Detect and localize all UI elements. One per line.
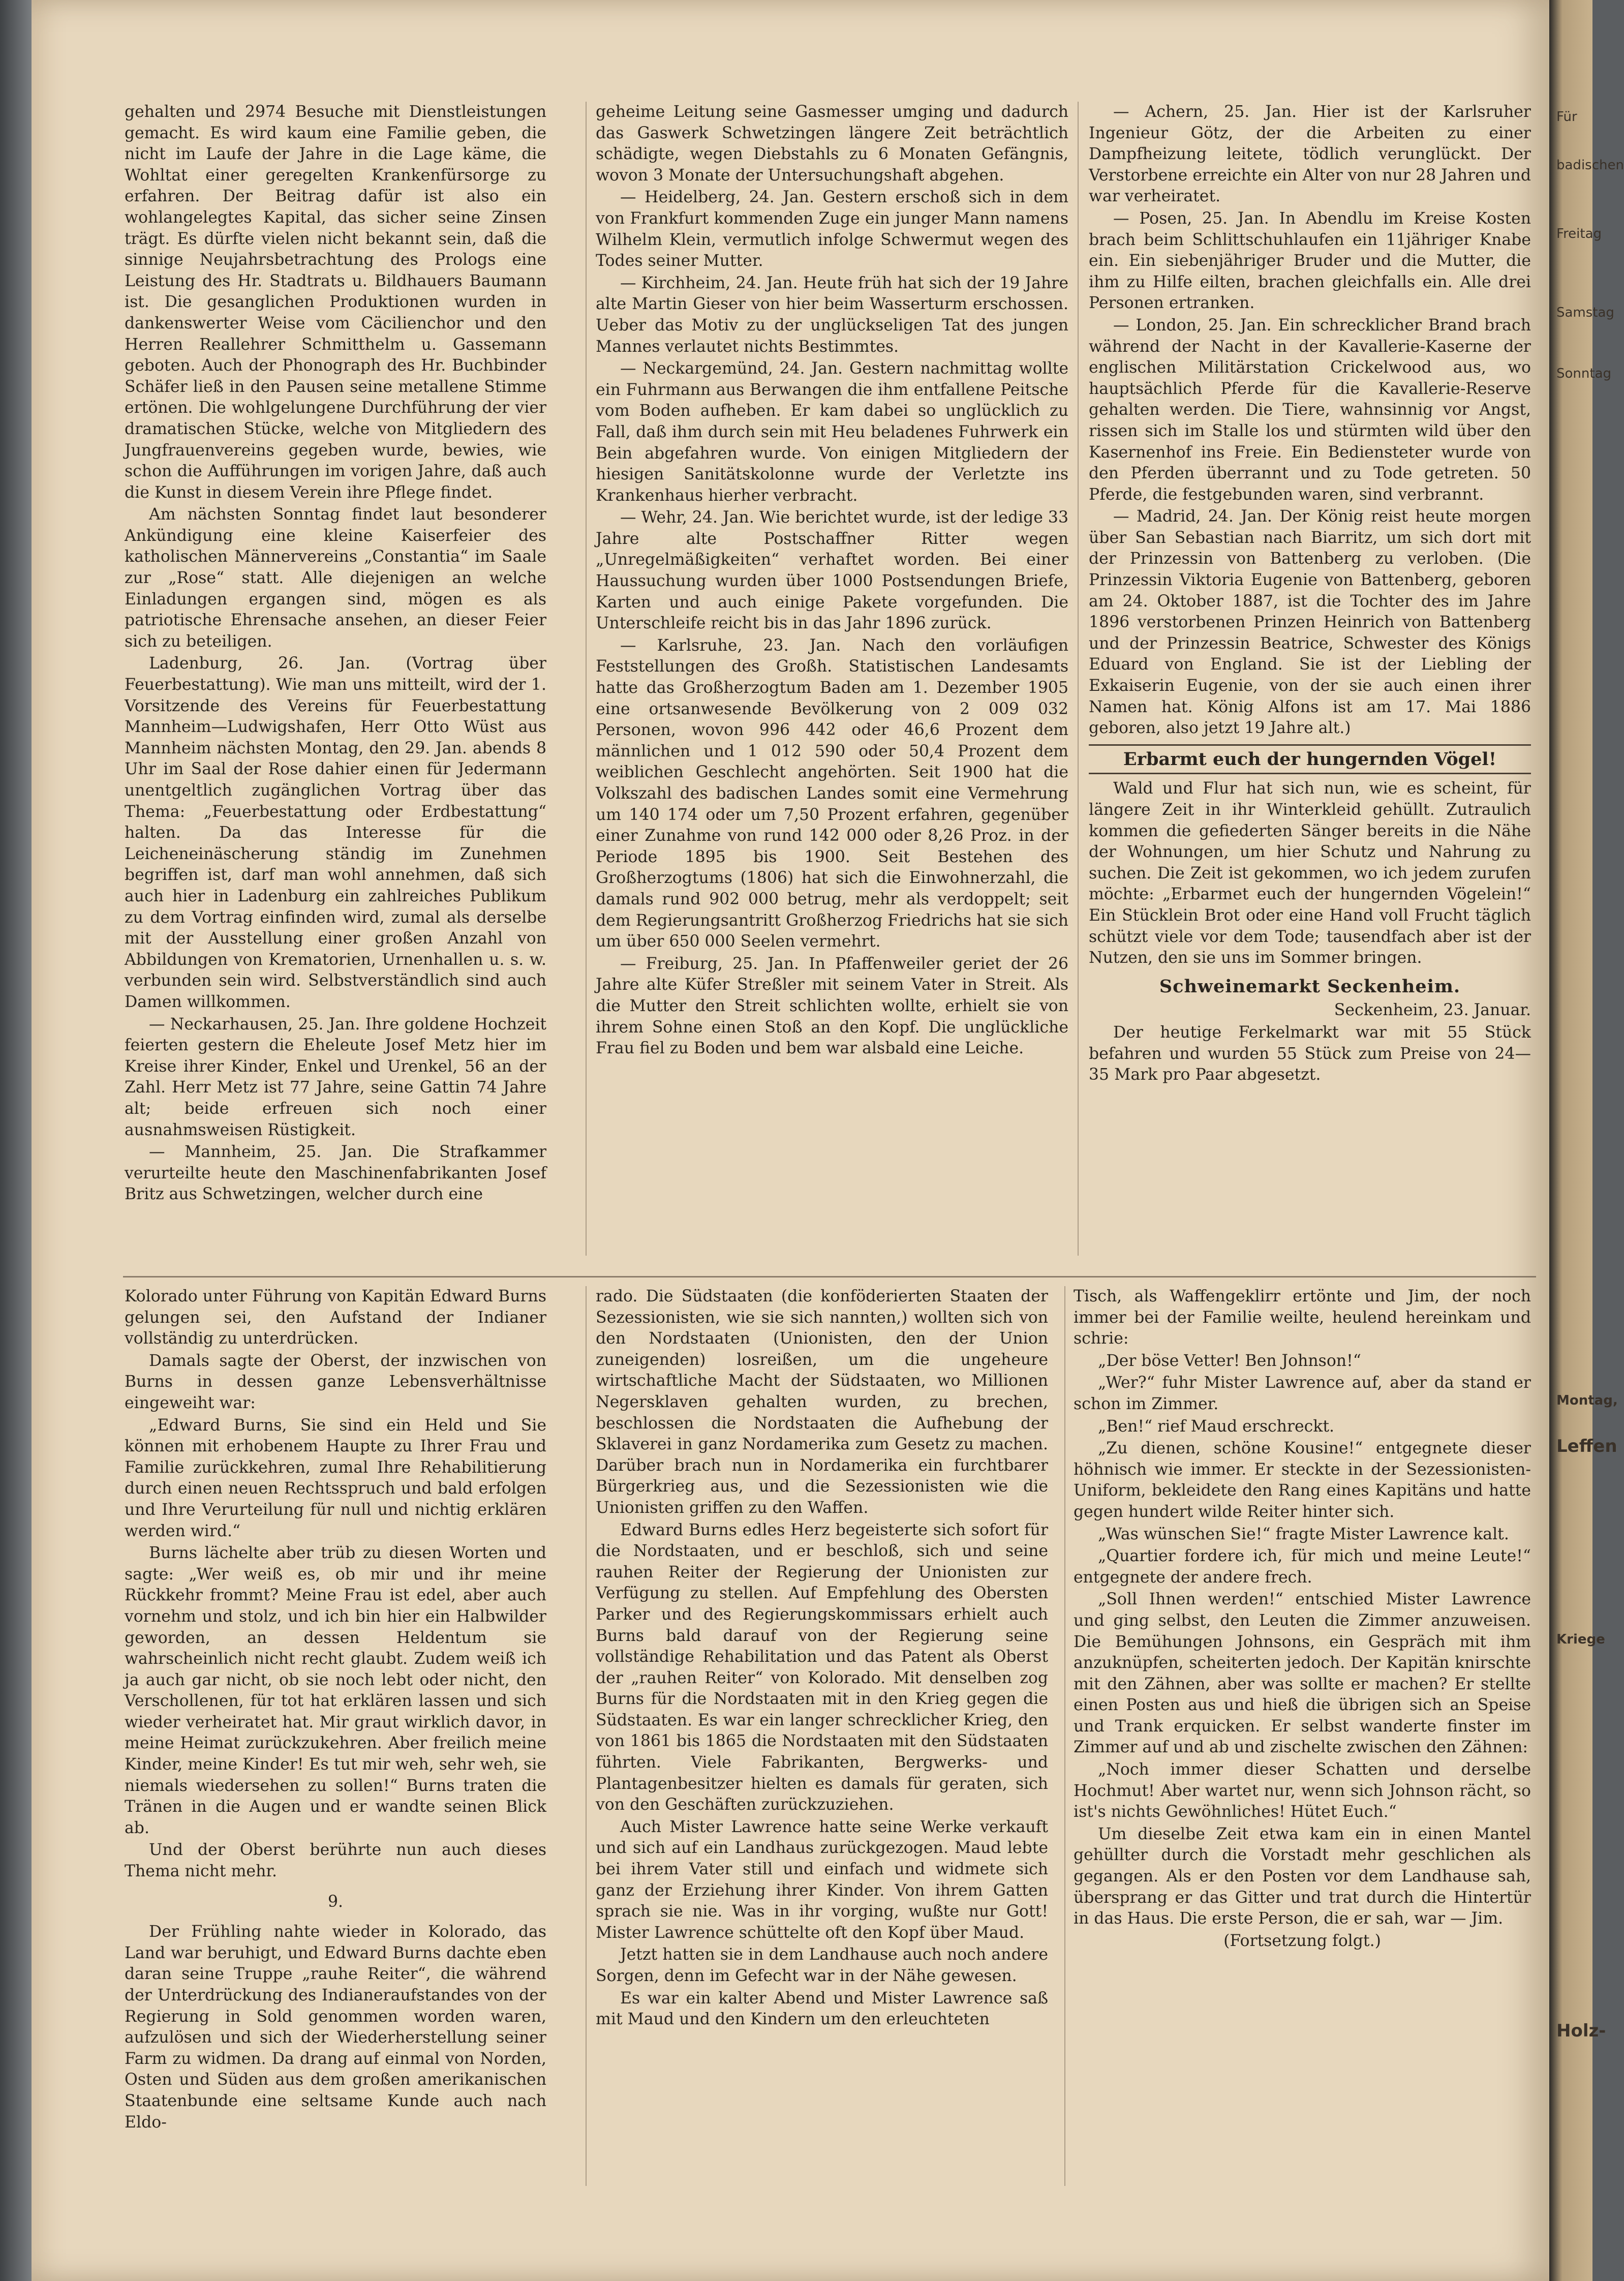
news-item: — Neckarhausen, 25. Jan. Ihre goldene Hochzeit feierten gestern die Eheleute Josef Metz hier im Kreise ihrer Kinder, Enkel und Urenkel, 56 an der Zahl. Herr Metz ist 77 Jahre, seine Gattin 74 Jahre alt; beide erfreuen sich noch einer ausnahmsweisen Rüstigkeit. <box>125 1015 546 1139</box>
news-column-3 <box>1089 102 1531 1086</box>
story-paragraph: „Soll Ihnen werden!“ entschied Mister Lawrence und ging selbst, den Leuten die Zimmer anzuweisen. Die Bemühungen Johnsons, ein Gespräch mit ihm anzuknüpfen, scheiterten jedoch. Der Kapitän knirschte mit den Zähnen, aber was sollte er machen? Er stellte einen Posten aus und hieß die übrigen sich an Speise und Trank erquicken. Er selbst wanderte finster im Zimmer auf und ab und zischelte zwischen den Zähnen: <box>1074 1590 1531 1757</box>
story-paragraph: „Ben!“ rief Maud erschreckt. <box>1098 1417 1335 1436</box>
story-column-2 <box>596 1286 1048 2030</box>
story-paragraph: Tisch, als Waffengeklirr ertönte und Jim, der noch immer bei der Familie weilte, heulend hereinkam und schrie: <box>1074 1287 1531 1348</box>
chapter-number: 9. <box>327 1892 344 1911</box>
edge-fragment: Freitag <box>1556 226 1602 241</box>
news-item: — Freiburg, 25. Jan. In Pfaffenweiler geriet der 26 Jahre alte Küfer Streßler mit seinem Vater in Streit. Als die Mutter den Streit schlichten wollte, erhielt sie von ihrem Sohne einen Stoß an den Kopf. Die unglückliche Frau fiel zu Boden und bem war alsbald eine Leiche. <box>596 954 1068 1058</box>
story-paragraph: Es war ein kalter Abend und Mister Lawrence saß mit Maud und den Kindern um den erleuchteten <box>596 1989 1048 2029</box>
story-paragraph: „Was wünschen Sie!“ fragte Mister Lawrence kalt. <box>1098 1525 1509 1543</box>
column-divider <box>586 102 587 1256</box>
edge-fragment: badischen <box>1556 158 1624 173</box>
continuation-note: (Fortsetzung folgt.) <box>1223 1931 1381 1950</box>
story-paragraph: rado. Die Südstaaten (die konföderierten Staaten der Sezessionisten, wie sie sich nannten,) wollten sich von den Nordstaaten (Unionisten, den der Union zuneigenden) losreißen, um die ungeheure wirtschaftliche Macht der Südstaaten, wo Millionen Negersklaven gehalten wurden, zu brechen, beschlossen die Nordstaaten die Aufhebung der Sklaverei in ganz Nordamerika zum Gesetz zu machen. Darüber brach nun in Nordamerika ein furchtbarer Bürgerkrieg aus, und die Sezessionisten wie die Unionisten griffen zu den Waffen. <box>596 1287 1048 1517</box>
story-column-1 <box>125 1286 546 2133</box>
news-item: — Wehr, 24. Jan. Wie berichtet wurde, ist der ledige 33 Jahre alte Postschaffner Ritter wegen „Unregelmäßigkeiten“ verhaftet worden. Bei einer Haussuchung wurden über 1000 Postsendungen Briefe, Karten und auch einige Pakete vorgefunden. Die Unterschleife reicht bis in das Jahr 1896 zurück. <box>596 508 1068 633</box>
news-item: Ladenburg, 26. Jan. (Vortrag über Feuerbestattung). Wie man uns mitteilt, wird der 1. Vorsitzende des Vereins für Feuerbestattung Mannheim—Ludwigshafen, Herr Otto Wüst aus Mannheim nächsten Montag, den 29. Jan. abends 8 Uhr im Saal der Rose dahier einen für Jedermann unentgeltlich zugänglichen Vortrag über das Thema: „Feuerbestattung oder Erdbestattung“ halten. Da das Interesse für die Leicheneinäscherung ständig im Zunehmen begriffen ist, darf man wohl annehmen, daß sich auch hier in Ladenburg ein zahlreiches Publikum zu dem Vortrag einfinden wird, zumal als derselbe mit der Ausstellung einer großen Anzahl von Abbildungen von Krematorien, Urnenhallen u. s. w. verbunden sein wird. Selbstverständlich sind auch Damen willkommen. <box>125 654 546 1011</box>
news-item: geheime Leitung seine Gasmesser umging und dadurch das Gaswerk Schwetzingen längere Zeit beträchtlich schädigte, wegen Diebstahls zu 6 Monaten Gefängnis, wovon 3 Monate der Untersuchungshaft abgehen. <box>596 103 1068 185</box>
news-item: — Mannheim, 25. Jan. Die Strafkammer verurteilte heute den Maschinenfabrikanten Josef Britz aus Schwetzingen, welcher durch eine <box>125 1143 546 1204</box>
story-paragraph: „Der böse Vetter! Ben Johnson!“ <box>1098 1351 1361 1370</box>
story-paragraph: „Zu dienen, schöne Kousine!“ entgegnete dieser höhnisch wie immer. Er steckte in der Sezessionisten-Uniform, bekleidete den Rang eines Kapitäns und hatte gegen hundert wilde Reiter hinter sich. <box>1074 1439 1531 1521</box>
section-divider <box>123 1276 1536 1278</box>
column-divider <box>1078 102 1079 1256</box>
story-column-3 <box>1074 1286 1531 1952</box>
edge-fragment: Holz- <box>1556 2021 1606 2041</box>
newspaper-page <box>32 0 1549 2281</box>
edge-fragment: Samstag <box>1556 305 1614 320</box>
story-paragraph: Kolorado unter Führung von Kapitän Edward Burns gelungen sei, den Aufstand der Indianer vollständig zu unterdrücken. <box>125 1287 546 1348</box>
adjacent-page-edge <box>1549 0 1624 2281</box>
story-paragraph: „Wer?“ fuhr Mister Lawrence auf, aber da stand er schon im Zimmer. <box>1074 1374 1531 1413</box>
news-item: — Neckargemünd, 24. Jan. Gestern nachmittag wollte ein Fuhrmann aus Berwangen die ihm entfallene Peitsche vom Boden aufheben. Er kam dabei so unglücklich zu Fall, daß ihm durch sein mit Heu beladenes Fuhrwerk ein Bein abgefahren wurde. Von einigen Mitgliedern der hiesigen Sanitätskolonne wurde der Verletzte ins Krankenhaus hierher verbracht. <box>596 359 1068 505</box>
story-paragraph: Damals sagte der Oberst, der inzwischen von Burns in dessen ganze Lebensverhältnisse eingeweiht war: <box>125 1351 546 1412</box>
appeal-text: Wald und Flur hat sich nun, wie es scheint, für längere Zeit in ihr Winterkleid gehüllt. Zutraulich kommen die gefiederten Sänger bereits in die Nähe der Wohnungen, um hier Schutz und Nahrung zu suchen. Die Zeit ist gekommen, wo ich jedem zurufen möchte: „Erbarmet euch der hungernden Vögelein!“ Ein Stücklein Brot oder eine Hand voll Frucht täglich schützt viele vor dem Tode; tausendfach aber ist der Nutzen, den sie uns im Sommer bringen. <box>1089 779 1531 967</box>
story-paragraph: „Noch immer dieser Schatten und derselbe Hochmut! Aber wartet nur, wenn sich Johnson rächt, so ist's nichts Gewöhnliches! Hütet Euch.“ <box>1074 1760 1531 1821</box>
edge-fragment: Für <box>1556 109 1577 125</box>
news-item: — Madrid, 24. Jan. Der König reist heute morgen über San Sebastian nach Biarritz, um sich dort mit der Prinzessin von Battenberg zu verloben. (Die Prinzessin Viktoria Eugenie von Battenberg, geboren am 24. Oktober 1887, ist die Tochter des im Jahre 1896 verstorbenen Prinzen Heinrich von Battenberg und der Prinzessin Beatrice, Schwester des Königs Eduard von England. Sie ist der Liebling der Exkaiserin Eugenie, von der sie auch einen ihrer Namen hat. König Alfons ist am 17. Mai 1886 geboren, also jetzt 19 Jahre alt.) <box>1089 507 1531 738</box>
story-paragraph: Jetzt hatten sie in dem Landhause auch noch andere Sorgen, denn im Gefecht war in der Nähe gewesen. <box>596 1945 1048 1985</box>
market-report: Der heutige Ferkelmarkt war mit 55 Stück befahren und wurden 55 Stück zum Preise von 24—35 Mark pro Paar abgesetzt. <box>1089 1023 1531 1084</box>
market-dateline: Seckenheim, 23. Januar. <box>1334 1001 1531 1020</box>
edge-fragment: Leffen <box>1556 1436 1617 1456</box>
edge-fragment: Kriege <box>1556 1632 1605 1647</box>
column-divider <box>1064 1286 1065 2186</box>
story-paragraph: Auch Mister Lawrence hatte seine Werke verkauft und sich auf ein Landhaus zurückgezogen. Maud lebte bei ihrem Vater still und einfach und widmete sich ganz der Erziehung ihrer Kinder. Von ihrem Gatten sprach sie nie. Was in ihr vorging, wußte nur Gott! Mister Lawrence schüttelte oft den Kopf über Maud. <box>596 1817 1048 1942</box>
story-paragraph: Der Frühling nahte wieder in Kolorado, das Land war beruhigt, und Edward Burns dachte eben daran seine Truppe „rauhe Reiter“, die während der Unterdrückung des Indianeraufstandes von der Regierung in Sold genommen worden waren, aufzulösen und sich der Wiederherstellung seiner Farm zu widmen. Da drang auf einmal von Norden, Osten und Süden aus dem großen amerikanischen Staatenbunde eine seltsame Kunde auch nach Eldo- <box>125 1923 546 2132</box>
news-column-1 <box>125 102 546 1205</box>
news-column-2 <box>596 102 1068 1059</box>
news-item: — London, 25. Jan. Ein schrecklicher Brand brach während der Nacht in der Kavallerie-Kaserne der englischen Militärstation Crickelwood aus, wo hauptsächlich Pferde für die Kavallerie-Reserve gehalten werden. Die Tiere, wahnsinnig vor Angst, rissen sich im Stalle los und stürmten wild über den Kasernenhof ins Freie. Ein Bediensteter wurde von den Pferden überrannt und zu Tode getreten. 50 Pferde, die festgebunden waren, sind verbrannt. <box>1089 316 1531 504</box>
news-item: — Posen, 25. Jan. In Abendlu im Kreise Kosten brach beim Schlittschuhlaufen ein 11jähriger Knabe ein. Ein siebenjähriger Bruder und die Mutter, die ihm zu Hilfe eilten, brachen gleichfalls ein. Alle drei Personen ertranken. <box>1089 209 1531 313</box>
news-item: — Karlsruhe, 23. Jan. Nach den vorläufigen Feststellungen des Großh. Statistischen Landesamts hatte das Großherzogtum Baden am 1. Dezember 1905 eine ortsanwesende Bevölkerung von 2 009 032 Personen, wovon 996 442 oder 46,6 Prozent dem männlichen und 1 012 590 oder 50,4 Prozent dem weiblichen Geschlecht angehörten. Seit 1900 hat die Volkszahl des badischen Landes somit eine Vermehrung um 140 174 oder um 7,50 Prozent erfahren, gegenüber einer Zunahme von rund 142 000 oder 8,26 Proz. in der Periode 1895 bis 1900. Seit Bestehen des Großherzogtums (1806) hat sich die Einwohnerzahl, die damals rund 902 000 betrug, mehr als verdoppelt; seit dem Regierungsantritt Großherzog Friedrichs hat sie sich um über 650 000 Seelen vermehrt. <box>596 636 1068 951</box>
story-paragraph: Und der Oberst berührte nun auch dieses Thema nicht mehr. <box>125 1841 546 1881</box>
story-paragraph: Burns lächelte aber trüb zu diesen Worten und sagte: „Wer weiß es, ob mir und ihr meine Rückkehr frommt? Meine Frau ist edel, aber auch vornehm und stolz, und ich bin hier ein Halbwilder geworden, an dessen Heldentum sie wahrscheinlich nicht recht glaubt. Zudem weiß ich ja auch gar nicht, ob sie noch lebt oder nicht, den Verschollenen, für tot hat erklären lassen und sich wieder verheiratet hat. Mir graut wirklich davor, in meine Heimat zurückzukehren. Aber freilich meine Kinder, meine Kinder! Es tut mir weh, sehr weh, sie niemals wiedersehen zu sollen!“ Burns traten die Tränen in die Augen und er wandte seinen Blick ab. <box>125 1544 546 1837</box>
news-item: — Achern, 25. Jan. Hier ist der Karlsruher Ingenieur Götz, der die Arbeiten zu einer Dampfheizung leitete, tödlich verunglückt. Der Verstorbene erreichte ein Alter von nur 28 Jahren und war verheiratet. <box>1089 103 1531 206</box>
news-item: — Kirchheim, 24. Jan. Heute früh hat sich der 19 Jahre alte Martin Gieser von hier beim Wasserturm erschossen. Ueber das Motiv zu der unglückseligen Tat des jungen Mannes verlautet nichts Bestimmtes. <box>596 273 1068 356</box>
news-item: — Heidelberg, 24. Jan. Gestern erschoß sich in dem von Frankfurt kommenden Zuge ein junger Mann namens Wilhelm Klein, vermutlich infolge Schwermut wegen des Todes seiner Mutter. <box>596 188 1068 270</box>
story-paragraph: Edward Burns edles Herz begeisterte sich sofort für die Nordstaaten, und er beschloß, sich und seine rauhen Reiter der Regierung der Unionisten zur Verfügung zu stellen. Auf Empfehlung des Obersten Parker und des Regierungskommissars erhielt auch Burns bald darauf von der Regierung seine vollständige Rehabilitation und das Patent als Oberst der „rauhen Reiter“ von Kolorado. Mit denselben zog Burns für die Nordstaaten mit in den Krieg gegen die Südstaaten. Es war ein langer schrecklicher Krieg, den von 1861 bis 1865 die Nordstaaten mit den Südstaaten führten. Viele Fabrikanten, Bergwerks- und Plantagenbesitzer hielten es damals für geraten, sich von den Geschäften zurückzuziehen. <box>596 1520 1048 1814</box>
section-heading-voegel: Erbarmt euch der hungernden Vögel! <box>1089 744 1531 775</box>
story-paragraph: Um dieselbe Zeit etwa kam ein in einen Mantel gehüllter durch die Vorstadt mehr geschlichen als gegangen. Als er den Posten vor dem Landhause sah, übersprang er das Gitter und trat durch die Hintertür in das Haus. Die erste Person, die er sah, war — Jim. <box>1074 1824 1531 1928</box>
edge-fragment: Sonntag <box>1556 366 1611 381</box>
scan-binding-edge <box>0 0 32 2281</box>
section-heading-market: Schweinemarkt Seckenheim. <box>1159 976 1461 997</box>
column-divider <box>586 1286 587 2186</box>
news-item: Am nächsten Sonntag findet laut besonderer Ankündigung eine kleine Kaiserfeier des katholischen Männervereins „Constantia“ im Saale zur „Rose“ statt. Alle diejenigen an welche Einladungen ergangen sind, mögen es als patriotische Ehrensache ansehen, an dieser Feier sich zu beteiligen. <box>125 505 546 651</box>
story-paragraph: „Quartier fordere ich, für mich und meine Leute!“ entgegnete der andere frech. <box>1074 1547 1531 1587</box>
story-paragraph: „Edward Burns, Sie sind ein Held und Sie können mit erhobenem Haupte zu Ihrer Frau und Familie zurückkehren, zumal Ihre Rehabilitierung durch einen neuen Rechtsspruch und bald erfolgen und Ihre Verurteilung für null und nichtig erklären werden wird.“ <box>125 1416 546 1540</box>
edge-fragment: Montag, <box>1556 1393 1618 1408</box>
news-item: gehalten und 2974 Besuche mit Dienstleistungen gemacht. Es wird kaum eine Familie geben, die nicht im Laufe der Jahre in die Lage käme, die Wohltat einer geregelten Krankenfürsorge zu erfahren. Der Beitrag dafür ist also ein wohlangelegtes Kapital, das sicher seine Zinsen trägt. Es dürfte vielen nicht bekannt sein, daß die sinnige Neujahrsbetrachtung des Prologs eine Leistung des Hr. Stadtrats u. Bildhauers Baumann ist. Die gesanglichen Produktionen wurden in dankenswerter Weise vom Cäcilienchor und den Herren Reallehrer Schmitthelm u. Gassemann geboten. Auch der Phonograph des Hr. Buchbinder Schäfer ließ in den Pausen seine metallene Stimme ertönen. Die wohlgelungene Durchführung der vier dramatischen Stücke, welche von Mitgliedern des Jungfrauenvereins gegeben wurde, bewies, wie schon die Aufführungen im vorigen Jahre, daß auch die Kunst in diesem Verein ihre Pflege findet. <box>125 103 546 502</box>
